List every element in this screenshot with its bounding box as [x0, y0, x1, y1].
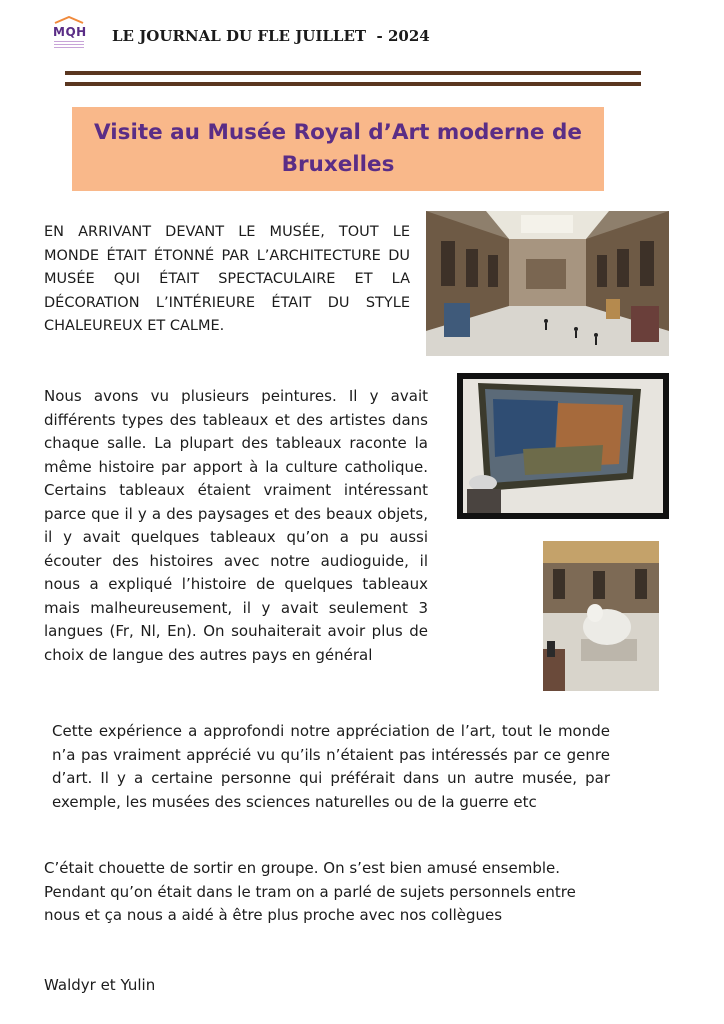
paragraph-appreciation: Cette expérience a approfondi notre appréciation de l’art, tout le monde n’a pas vraiment apprécié vu qu’ils n’étaient pas intéressés par ce genre d’art. Il y a certaine personne qui préférait dans un autre musée, par exemple, les musées des sciences naturelles ou de la guerre etc: [52, 722, 610, 811]
logo-text: MQH: [53, 25, 87, 39]
mqh-logo: [50, 16, 94, 56]
sculpture-photo: [543, 541, 659, 691]
paragraph-group-outing: C’était chouette de sortir en groupe. On s’est bien amusé ensemble. Pendant qu’on était dans le tram on a parlé de sujets personnels entre nous et ça nous a aidé à être plus proche avec nos collègues: [44, 859, 576, 924]
museum-hall-image: [426, 211, 669, 356]
museum-hall-photo: [426, 211, 669, 356]
header-rule-bottom: [65, 82, 641, 86]
article-signature: Waldyr et Yulin: [44, 976, 156, 994]
logo-subtitle-lines: [54, 41, 84, 42]
journal-title: LE JOURNAL DU FLE JUILLET - 2024: [112, 27, 430, 45]
painting-image: [463, 379, 663, 513]
article-title-band: [72, 107, 604, 191]
article-title: Visite au Musée Royal d’Art moderne de Bruxelles: [94, 120, 582, 177]
sculpture-image: [543, 541, 659, 691]
paragraph-arrival: EN ARRIVANT DEVANT LE MUSÉE, TOUT LE MONDE ÉTAIT ÉTONNÉ PAR L’ARCHITECTURE DU MUSÉE QUI ÉTAIT SPECTACULAIRE ET LA DÉCORATION L’INTÉRIEURE ÉTAIT DU STYLE CHALEUREUX ET CALME.: [44, 224, 410, 334]
header-rule-top: [65, 71, 641, 75]
painting-photo-inner: [463, 379, 663, 513]
paragraph-paintings: Nous avons vu plusieurs peintures. Il y avait différents types des tableaux et des artistes dans chaque salle. La plupart des tableaux raconte la même histoire par apport à la culture catholique. Certains tableaux étaient vraiment intéressant parce que il y a des paysages et des beaux objets, il y avait quelques tableaux qu’on a pu aussi écouter des histoires avec notre audioguide, il nous a expliqué l’histoire de quelques tableaux mais malheureusement, il y avait seulement 3 langues (Fr, Nl, En). On souhaiterait avoir plus de choix de langue des autres pays en général: [44, 387, 428, 664]
house-roof-icon: [54, 16, 84, 24]
painting-photo: [457, 373, 669, 519]
